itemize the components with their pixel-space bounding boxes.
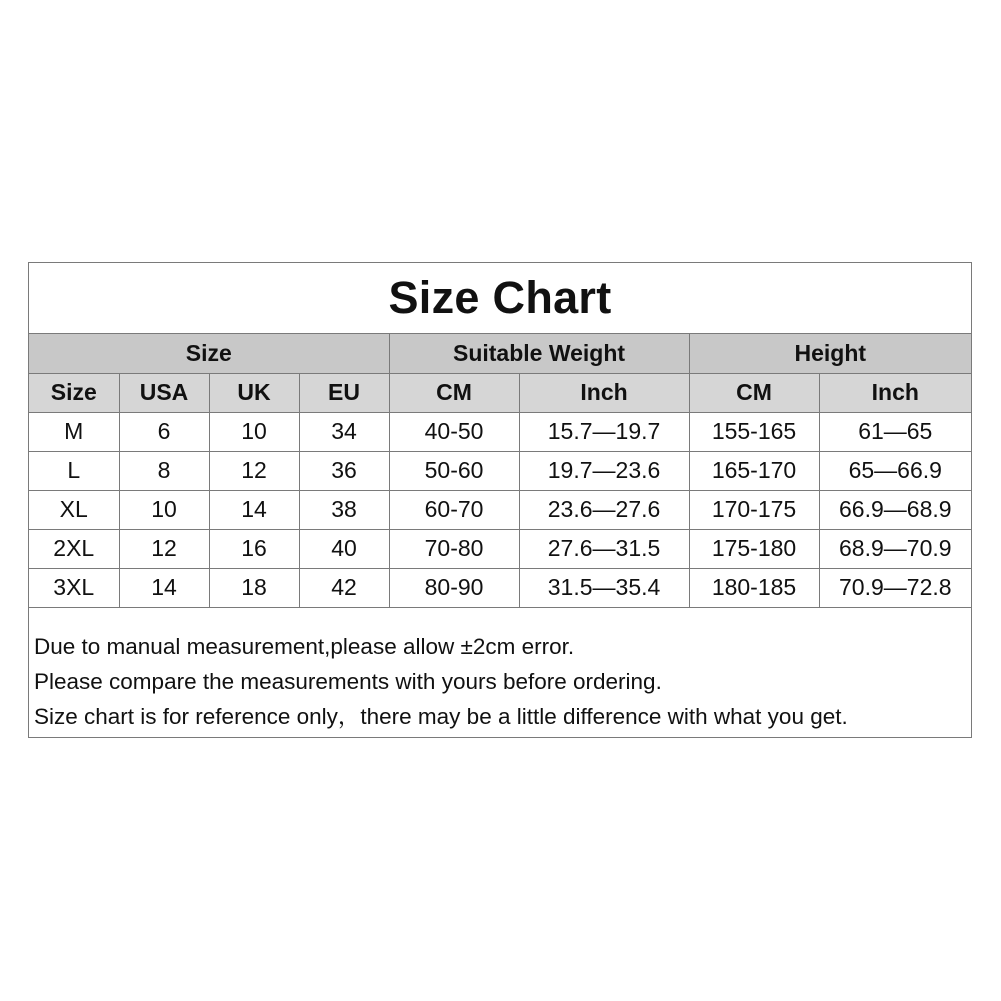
group-header-weight: Suitable Weight (389, 334, 689, 373)
column-header: UK (209, 373, 299, 412)
note-line: Please compare the measurements with yours before ordering. (34, 669, 662, 694)
table-cell: 42 (299, 568, 389, 607)
table-row (29, 490, 971, 529)
table-cell: 66.9—68.9 (819, 490, 971, 529)
table-cell: 36 (299, 451, 389, 490)
table-cell: 40 (299, 529, 389, 568)
table-cell: 170-175 (689, 490, 819, 529)
table-cell: 10 (209, 412, 299, 451)
table-cell: 12 (209, 451, 299, 490)
table-cell: 38 (299, 490, 389, 529)
table-cell: 27.6—31.5 (519, 529, 689, 568)
table-cell: 3XL (29, 568, 119, 607)
group-header-row (29, 334, 971, 373)
size-chart (28, 262, 972, 738)
table-cell: M (29, 412, 119, 451)
table-cell: L (29, 451, 119, 490)
table-cell: 15.7—19.7 (519, 412, 689, 451)
table-row (29, 529, 971, 568)
size-table (29, 334, 971, 608)
chart-title: Size Chart (29, 263, 971, 334)
column-header: Inch (819, 373, 971, 412)
table-cell: 180-185 (689, 568, 819, 607)
table-cell: 10 (119, 490, 209, 529)
column-header: USA (119, 373, 209, 412)
column-header: CM (389, 373, 519, 412)
column-header: Inch (519, 373, 689, 412)
table-cell: 165-170 (689, 451, 819, 490)
column-header-row (29, 373, 971, 412)
group-header-size: Size (29, 334, 389, 373)
column-header: EU (299, 373, 389, 412)
note-line: Size chart is for reference only，there may be a little difference with what you get. (34, 704, 848, 729)
table-cell: 50-60 (389, 451, 519, 490)
table-cell: 2XL (29, 529, 119, 568)
table-row (29, 412, 971, 451)
table-cell: 14 (119, 568, 209, 607)
table-cell: 34 (299, 412, 389, 451)
column-header: Size (29, 373, 119, 412)
table-cell: 16 (209, 529, 299, 568)
notes-section (29, 615, 971, 739)
note-line: Due to manual measurement,please allow ±2cm error. (34, 634, 575, 659)
table-row (29, 568, 971, 607)
table-cell: 61—65 (819, 412, 971, 451)
table-cell: 6 (119, 412, 209, 451)
column-header: CM (689, 373, 819, 412)
table-cell: 70-80 (389, 529, 519, 568)
table-cell: 70.9—72.8 (819, 568, 971, 607)
table-row (29, 451, 971, 490)
table-cell: 31.5—35.4 (519, 568, 689, 607)
table-cell: 175-180 (689, 529, 819, 568)
group-header-height: Height (689, 334, 971, 373)
table-cell: 65—66.9 (819, 451, 971, 490)
table-cell: 14 (209, 490, 299, 529)
table-cell: 19.7—23.6 (519, 451, 689, 490)
table-cell: 155-165 (689, 412, 819, 451)
table-cell: 60-70 (389, 490, 519, 529)
table-cell: XL (29, 490, 119, 529)
table-cell: 80-90 (389, 568, 519, 607)
table-cell: 23.6—27.6 (519, 490, 689, 529)
table-cell: 68.9—70.9 (819, 529, 971, 568)
table-cell: 8 (119, 451, 209, 490)
table-cell: 40-50 (389, 412, 519, 451)
table-cell: 12 (119, 529, 209, 568)
table-cell: 18 (209, 568, 299, 607)
